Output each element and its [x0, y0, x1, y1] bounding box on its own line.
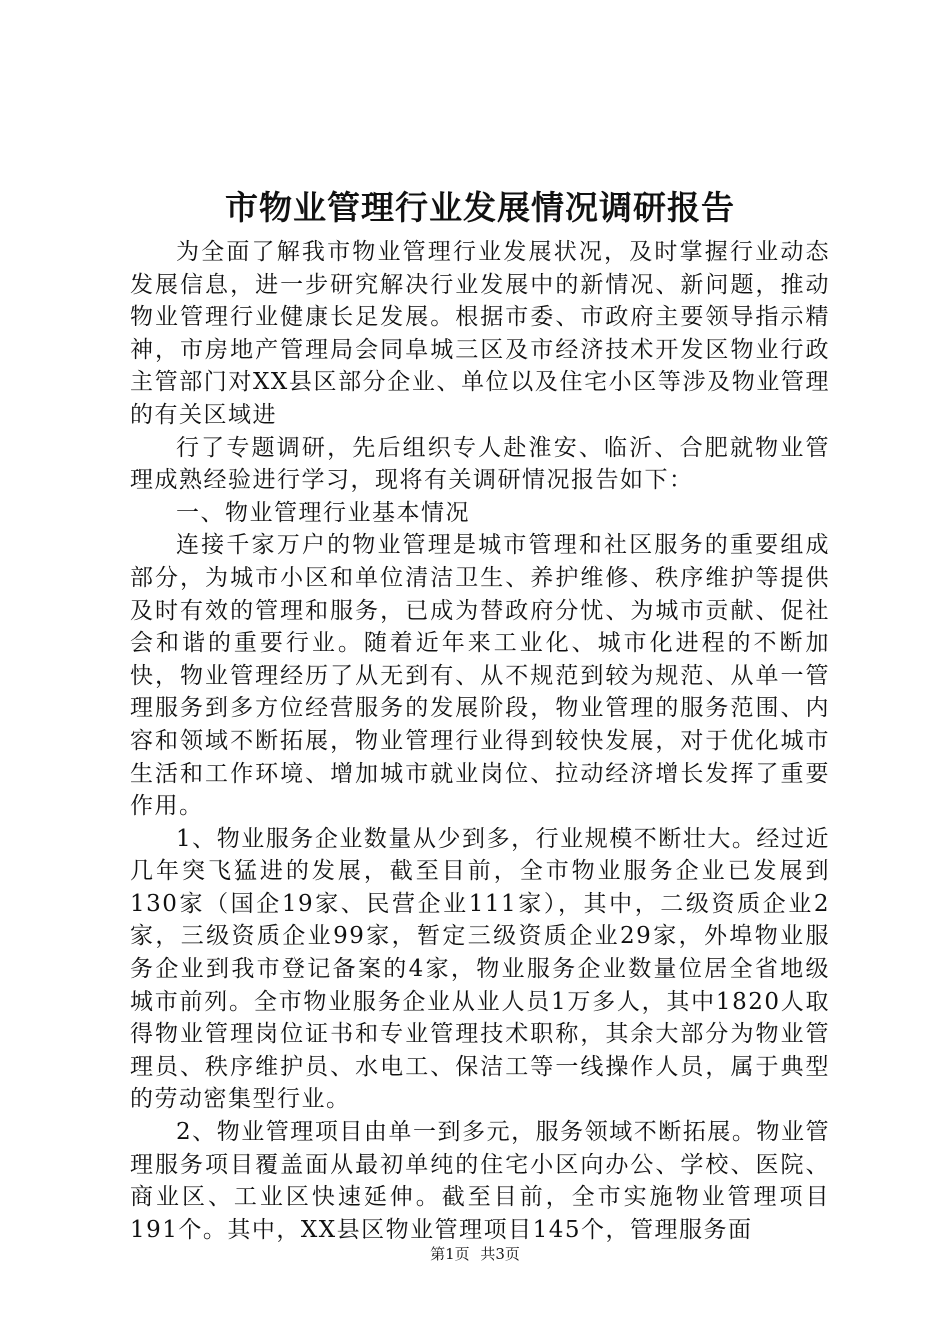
document-title: 市物业管理行业发展情况调研报告 [225, 188, 735, 227]
document-body [130, 236, 830, 1246]
paragraph-point-1: 1、物业服务企业数量从少到多，行业规模不断壮大。经过近几年突飞猛进的发展，截至目前，全市物业服务企业已发展到130家（国企19家、民营企业111家），其中，二级资质企业2家，三级资质企业99家，暂定三级资质企业29家，外埠物业服务企业到我市登记备案的4家，物业服务企业数量位居全省地级城市前列。全市物业服务企业从业人员1万多人，其中1820人取得物业管理岗位证书和专业管理技术职称，其余大部分为物业管理员、秩序维护员、水电工、保洁工等一线操作人员，属于典型的劳动密集型行业。 [130, 825, 830, 1113]
paragraph-overview: 连接千家万户的物业管理是城市管理和社区服务的重要组成部分，为城市小区和单位清洁卫生、养护维修、秩序维护等提供及时有效的管理和服务，已成为替政府分忧、为城市贡献、促社会和谐的重要行业。随着近年来工业化、城市化进程的不断加快，物业管理经历了从无到有、从不规范到较为规范、从单一管理服务到多方位经营服务的发展阶段，物业管理的服务范围、内容和领域不断拓展，物业管理行业得到较快发展，对于优化城市生活和工作环境、增加城市就业岗位、拉动经济增长发挥了重要作用。 [130, 532, 830, 820]
paragraph-intro: 为全面了解我市物业管理行业发展状况，及时掌握行业动态发展信息，进一步研究解决行业发展中的新情况、新问题，推动物业管理行业健康长足发展。根据市委、市政府主要领导指示精神，市房地产管理局会同阜城三区及市经济技术开发区物业行政主管部门对XX县区部分企业、单位以及住宅小区等涉及物业管理的有关区域进 [130, 239, 830, 428]
section-heading: 一、物业管理行业基本情况 [176, 499, 470, 526]
page-footer [0, 1244, 950, 1264]
page-total: 共3页 [480, 1245, 520, 1263]
page-number: 第1页 [430, 1245, 470, 1263]
paragraph-continuation: 行了专题调研，先后组织专人赴淮安、临沂、合肥就物业管理成熟经验进行学习，现将有关调研情况报告如下： [130, 434, 830, 494]
paragraph-point-2: 2、物业管理项目由单一到多元，服务领域不断拓展。物业管理服务项目覆盖面从最初单纯的住宅小区向办公、学校、医院、商业区、工业区快速延伸。截至目前，全市实施物业管理项目191个。其中，XX县区物业管理项目145个，管理服务面 [130, 1119, 830, 1243]
